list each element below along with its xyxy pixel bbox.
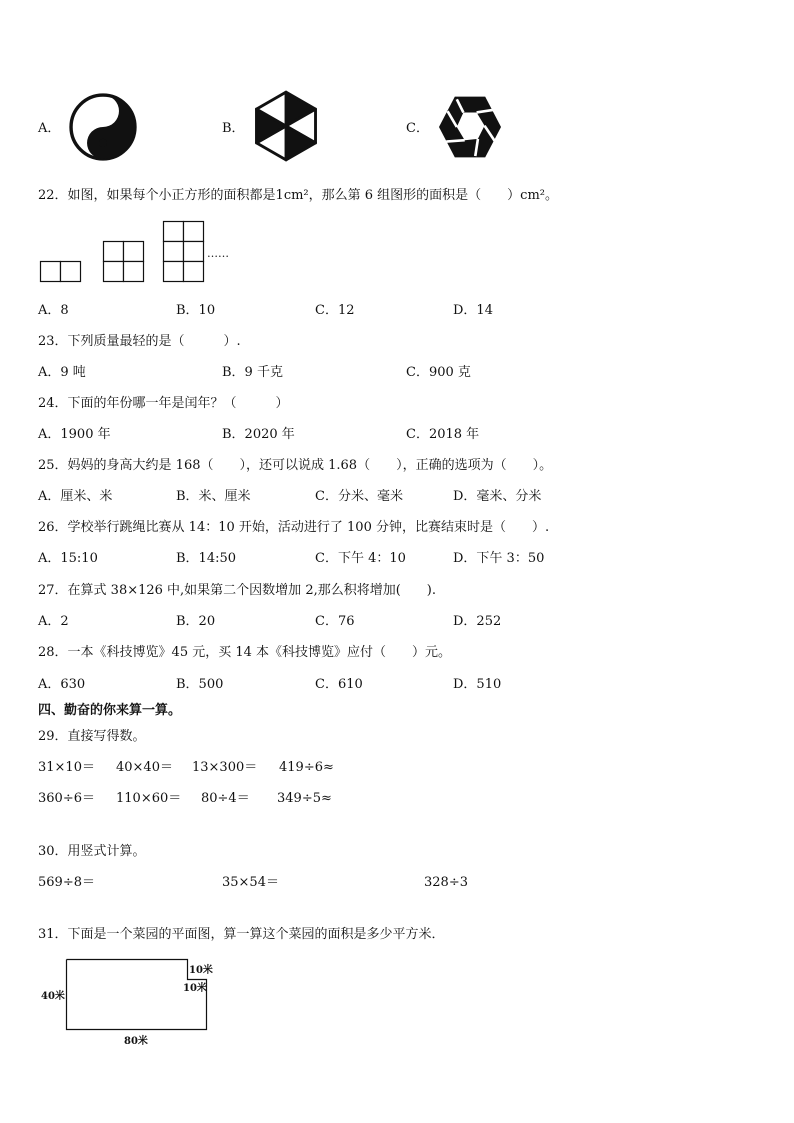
q21-option-a-label: A． — [38, 121, 61, 136]
q29-item: 349÷5≈ — [277, 791, 332, 806]
q26-option-c: C．下午 4：10 — [315, 551, 406, 566]
q24-stem: 24．下面的年份哪一年是闰年？（ ） — [38, 396, 289, 411]
q23-option-a: A．9 吨 — [38, 365, 86, 380]
q29-item: 419÷6≈ — [279, 760, 334, 775]
q29-stem: 29．直接写得数。 — [38, 729, 146, 744]
q22-option-a: A．8 — [38, 303, 69, 318]
q25-stem: 25．妈妈的身高大约是 168（ ），还可以说成 1.68（ ），正确的选项为（ ）。 — [38, 458, 553, 473]
q22-ellipsis: …… — [207, 247, 229, 260]
garden-label-width: 80米 — [124, 1036, 148, 1047]
q24-option-b: B．2020 年 — [222, 427, 295, 442]
q30-item: 328÷3 — [424, 875, 468, 890]
q26-option-b: B．14:50 — [176, 551, 237, 566]
q25-option-c: C．分米、毫米 — [315, 489, 403, 504]
q27-option-a: A．2 — [38, 614, 69, 629]
q21-option-b-label: B． — [222, 121, 245, 136]
q24-option-a: A．1900 年 — [38, 427, 111, 442]
q23-option-c: C．900 克 — [406, 365, 471, 380]
q22-figure-3 — [163, 221, 205, 282]
q28-option-c: C．610 — [315, 677, 363, 692]
q25-option-b: B．米、厘米 — [176, 489, 251, 504]
q23-stem: 23．下列质量最轻的是（ ）. — [38, 334, 241, 349]
q22-figure-1 — [40, 261, 82, 282]
q29-item: 110×60＝ — [116, 791, 182, 806]
q28-option-b: B．500 — [176, 677, 224, 692]
q30-item: 35×54＝ — [222, 875, 279, 890]
q27-option-b: B．20 — [176, 614, 216, 629]
q25-option-d: D．毫米、分米 — [453, 489, 542, 504]
q27-option-c: C．76 — [315, 614, 355, 629]
yin-yang-icon — [66, 93, 140, 161]
q24-option-c: C．2018 年 — [406, 427, 480, 442]
q29-item: 31×10＝ — [38, 760, 95, 775]
q28-option-d: D．510 — [453, 677, 502, 692]
hexagon-triangles-icon — [250, 88, 322, 164]
q30-item: 569÷8＝ — [38, 875, 95, 890]
aperture-hexagon-icon — [434, 94, 506, 160]
garden-label-notch-side: 10米 — [183, 983, 207, 994]
garden-label-height: 40米 — [41, 991, 65, 1002]
q29-item: 360÷6＝ — [38, 791, 95, 806]
q22-stem: 22．如图，如果每个小正方形的面积都是1cm²，那么第 6 组图形的面积是（ ）cm²。 — [38, 188, 558, 203]
section-heading: 四、勤奋的你来算一算。 — [38, 703, 182, 718]
q29-item: 40×40＝ — [116, 760, 173, 775]
q29-item: 13×300＝ — [192, 760, 258, 775]
q27-stem: 27．在算式 38×126 中,如果第二个因数增加 2,那么积将增加( ). — [38, 583, 436, 598]
q26-stem: 26．学校举行跳绳比赛从 14：10 开始，活动进行了 100 分钟，比赛结束时是（ ）. — [38, 520, 550, 535]
q28-option-a: A．630 — [38, 677, 86, 692]
q27-option-d: D．252 — [453, 614, 502, 629]
q30-stem: 30．用竖式计算。 — [38, 844, 146, 859]
q25-option-a: A．厘米、米 — [38, 489, 113, 504]
q31-stem: 31．下面是一个菜园的平面图，算一算这个菜园的面积是多少平方米． — [38, 927, 445, 942]
q28-stem: 28．一本《科技博览》45 元，买 14 本《科技博览》应付（ ）元。 — [38, 645, 452, 660]
q22-figure-2 — [103, 241, 145, 282]
q29-item: 80÷4＝ — [201, 791, 250, 806]
q21-option-c-label: C． — [406, 121, 429, 136]
q26-option-d: D．下午 3：50 — [453, 551, 545, 566]
q22-option-c: C．12 — [315, 303, 355, 318]
q23-option-b: B．9 千克 — [222, 365, 283, 380]
q22-option-b: B．10 — [176, 303, 216, 318]
q26-option-a: A．15:10 — [38, 551, 98, 566]
q22-option-d: D．14 — [453, 303, 493, 318]
garden-label-notch-top: 10米 — [189, 965, 213, 976]
